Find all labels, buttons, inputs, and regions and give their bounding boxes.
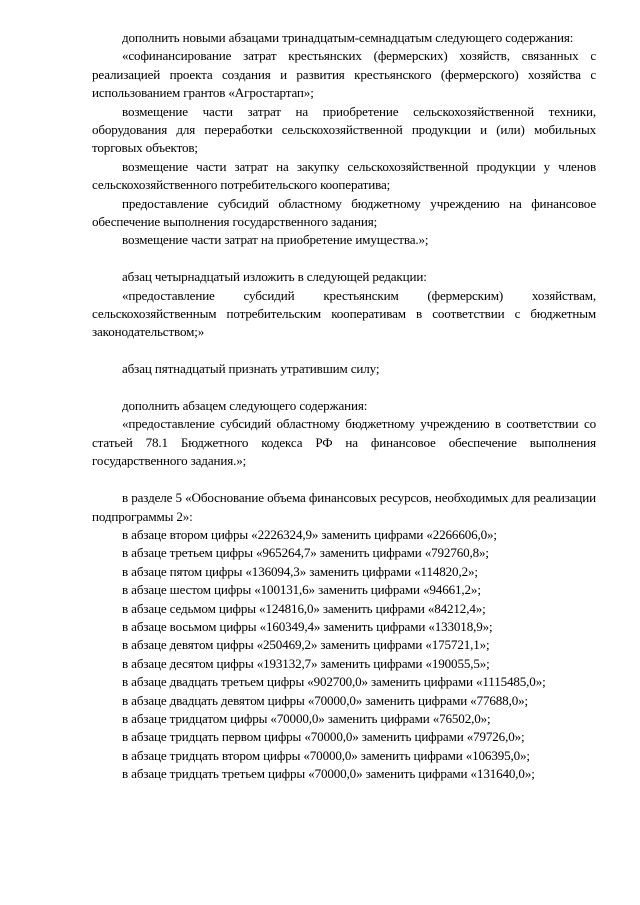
paragraph: в абзаце двадцать девятом цифры «70000,0» заменить цифрами «77688,0»; <box>122 692 528 708</box>
paragraph: в абзаце тридцать втором цифры «70000,0» заменить цифрами «106395,0»; <box>122 747 530 763</box>
paragraph: «софинансирование затрат крестьянских (фермерских) хозяйств, связанных с реализацией проекта создания и развития крестьянского (фермерского) хозяйства с использованием грантов «Агростартап»; <box>92 48 596 101</box>
paragraph: абзац четырнадцатый изложить в следующей редакции: <box>122 269 427 285</box>
paragraph: в абзаце седьмом цифры «124816,0» заменить цифрами «84212,4»; <box>122 600 486 616</box>
paragraph: дополнить абзацем следующего содержания: <box>122 398 368 414</box>
paragraph: в абзаце втором цифры «2226324,9» заменить цифрами «2266606,0»; <box>122 526 497 542</box>
paragraph: «предоставление субсидий крестьянским (фермерским) хозяйствам, сельскохозяйственным потребительским кооперативам в соответствии с бюджетным законодательством;» <box>92 287 596 340</box>
paragraph: в абзаце шестом цифры «100131,6» заменить цифрами «94661,2»; <box>122 582 481 598</box>
paragraph-spacer <box>92 342 596 360</box>
paragraph: в разделе 5 «Обоснование объема финансовых ресурсов, необходимых для реализации подпрограммы 2»: <box>92 490 596 524</box>
paragraph: в абзаце девятом цифры «250469,2» заменить цифрами «175721,1»; <box>122 637 490 653</box>
paragraph: предоставление субсидий областному бюджетному учреждению на финансовое обеспечение выполнения государственного задания; <box>92 195 596 230</box>
paragraph: в абзаце десятом цифры «193132,7» заменить цифрами «190055,5»; <box>122 655 490 671</box>
paragraph: абзац пятнадцатый признать утратившим силу; <box>122 361 380 377</box>
paragraph: в абзаце восьмом цифры «160349,4» заменить цифрами «133018,9»; <box>122 618 493 634</box>
paragraph: в абзаце пятом цифры «136094,3» заменить цифрами «114820,2»; <box>122 563 478 579</box>
paragraph: в абзаце тридцать первом цифры «70000,0» заменить цифрами «79726,0»; <box>122 729 525 745</box>
paragraph: в абзаце тридцатом цифры «70000,0» заменить цифрами «76502,0»; <box>122 710 491 726</box>
paragraph-spacer <box>92 379 596 397</box>
paragraph: в абзаце третьем цифры «965264,7» заменить цифрами «792760,8»; <box>122 545 489 561</box>
paragraph: дополнить новыми абзацами тринадцатым-семнадцатым следующего содержания: <box>122 30 574 45</box>
paragraph: в абзаце двадцать третьем цифры «902700,0» заменить цифрами «1115485,0»; <box>122 674 546 690</box>
paragraph-spacer <box>92 250 596 268</box>
document-body <box>92 29 596 784</box>
paragraph: в абзаце тридцать третьем цифры «70000,0» заменить цифрами «131640,0»; <box>122 766 535 782</box>
paragraph: «предоставление субсидий областному бюджетному учреждению в соответствии со статьей 78.1 Бюджетного кодекса РФ на финансовое обеспечение выполнения государственного задания.»; <box>92 416 596 469</box>
paragraph: возмещение части затрат на закупку сельскохозяйственной продукции у членов сельскохозяйственного потребительского кооператива; <box>92 158 596 193</box>
paragraph-spacer <box>92 471 596 489</box>
paragraph: возмещение части затрат на приобретение сельскохозяйственной техники, оборудования для переработки сельскохозяйственной продукции и (или) мобильных торговых объектов; <box>92 103 596 156</box>
paragraph: возмещение части затрат на приобретение имущества.»; <box>122 232 429 248</box>
